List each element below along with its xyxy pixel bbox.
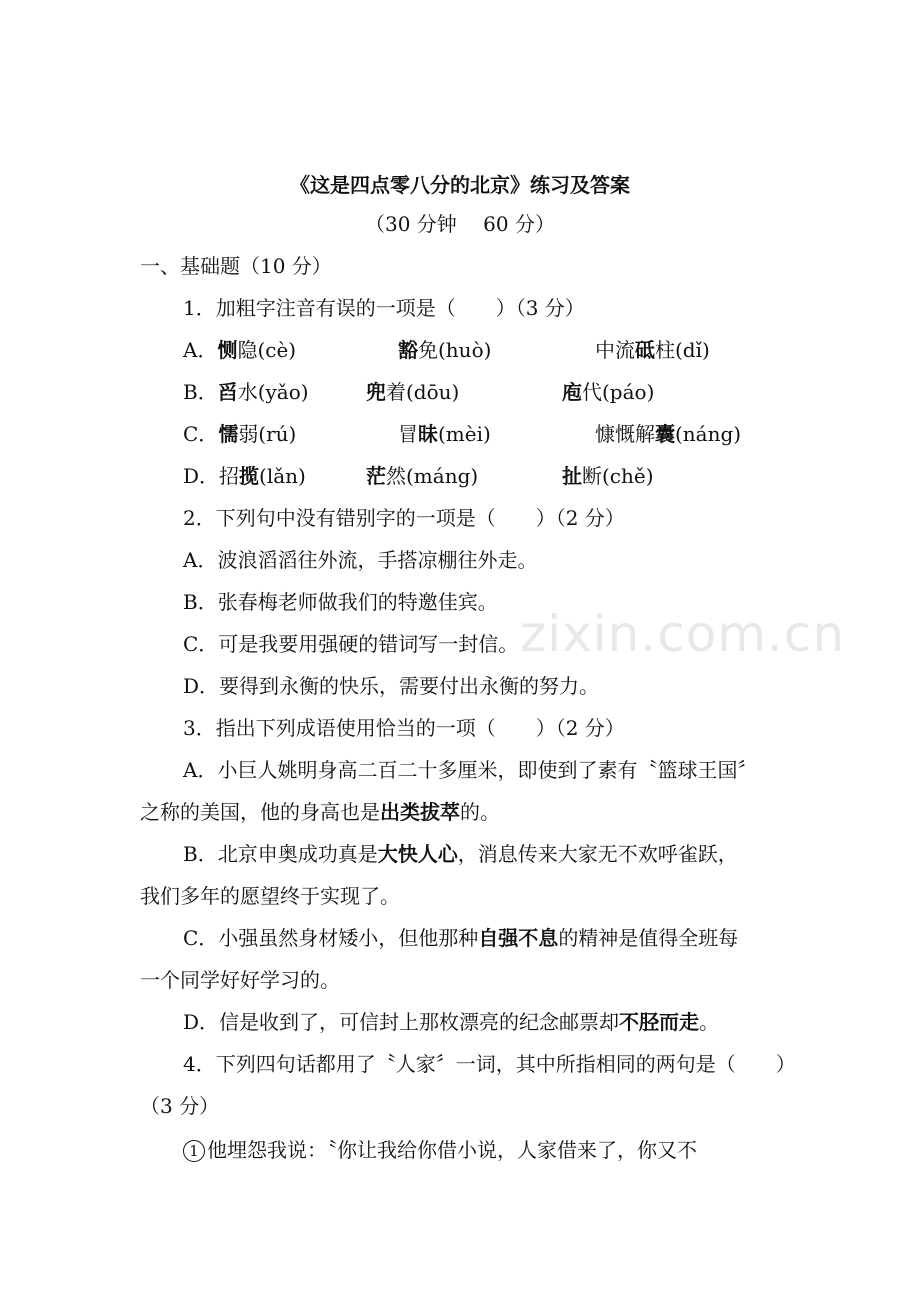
q2-option-b: B．张春梅老师做我们的特邀佳宾。 [183, 590, 498, 614]
bold-char: 兜 [366, 380, 386, 404]
q1-option-d: D．招揽(lǎn) [183, 464, 306, 488]
page-title: 《这是四点零八分的北京》练习及答案 [290, 173, 630, 197]
q1-option-a-3: 中流砥柱(dǐ) [595, 338, 710, 362]
option-label: A． [183, 338, 218, 362]
question-4-stem: 4．下列四句话都用了〝人家〞一词，其中所指相同的两句是（ ） [183, 1052, 796, 1076]
q1-option-a-2: 豁免(huò) [398, 338, 492, 362]
circled-number: 1 [183, 1140, 205, 1162]
q1-option-c: C．懦弱(rú) [183, 422, 297, 446]
q4-item-1: 1 他埋怨我说：〝你让我给你借小说，人家借来了，你又不 [183, 1137, 697, 1163]
q3-option-a-line1: A．小巨人姚明身高二百二十多厘米，即使到了素有〝篮球王国〞 [183, 758, 758, 782]
q3-option-a-line2: 之称的美国，他的身高也是出类拔萃的。 [140, 800, 500, 824]
q3-option-c-line2: 一个同学好好学习的。 [140, 968, 340, 992]
bold-idiom: 不胫而走 [619, 1010, 700, 1034]
bold-char: 囊 [655, 422, 675, 446]
watermark: zixin.com.cn [520, 605, 846, 663]
q3-option-b-line2: 我们多年的愿望终于实现了。 [140, 884, 400, 908]
q1-option-b: B．舀水(yǎo) [183, 380, 309, 404]
bold-char: 砥 [635, 338, 655, 362]
question-2-stem: 2．下列句中没有错别字的一项是（ ）（2 分） [183, 506, 625, 530]
q2-option-d: D．要得到永衡的快乐，需要付出永衡的努力。 [183, 674, 600, 698]
q1-option-b-2: 兜着(dōu) [366, 380, 460, 404]
option-label: B． [183, 380, 218, 404]
bold-idiom: 自强不息 [478, 926, 559, 950]
q1-option-d-3: 扯断(chě) [562, 464, 654, 488]
bold-char: 扯 [562, 464, 582, 488]
q3-option-c-line1: C．小强虽然身材矮小，但他那种自强不息的精神是值得全班每 [183, 926, 739, 950]
q1-option-c-2: 冒昧(mèi) [398, 422, 491, 446]
bold-char: 庖 [562, 380, 582, 404]
bold-char: 茫 [366, 464, 386, 488]
question-3-stem: 3．指出下列成语使用恰当的一项（ ）（2 分） [183, 716, 625, 740]
option-label: D． [183, 464, 220, 488]
bold-char: 懦 [218, 422, 239, 446]
section-heading: 一、基础题（10 分） [140, 254, 332, 278]
bold-char: 昧 [418, 422, 438, 446]
bold-char: 舀 [217, 380, 238, 404]
q1-option-a: A．恻隐(cè) [183, 338, 297, 362]
q3-option-d: D．信是收到了，可信封上那枚漂亮的纪念邮票却不胫而走。 [183, 1010, 720, 1034]
q1-option-d-2: 茫然(máng) [366, 464, 479, 488]
option-label: C． [183, 422, 219, 446]
page-subtitle: （30 分钟 60 分） [365, 212, 555, 236]
question-4-stem-line2: （3 分） [140, 1094, 220, 1118]
bold-idiom: 大快人心 [377, 842, 458, 866]
bold-char: 豁 [398, 338, 418, 362]
question-1-stem: 1．加粗字注音有误的一项是（ ）（3 分） [183, 296, 585, 320]
q3-option-b-line1: B．北京申奥成功真是大快人心，消息传来大家无不欢呼雀跃， [183, 842, 738, 866]
bold-char: 揽 [239, 464, 260, 488]
bold-idiom: 出类拔萃 [380, 800, 460, 824]
q2-option-c: C．可是我要用强硬的错词写一封信。 [183, 632, 519, 656]
q1-option-c-3: 慷慨解囊(náng) [595, 422, 742, 446]
q1-option-b-3: 庖代(páo) [562, 380, 655, 404]
bold-char: 恻 [217, 338, 238, 362]
q2-option-a: A．波浪滔滔往外流，手搭凉棚往外走。 [183, 548, 538, 572]
